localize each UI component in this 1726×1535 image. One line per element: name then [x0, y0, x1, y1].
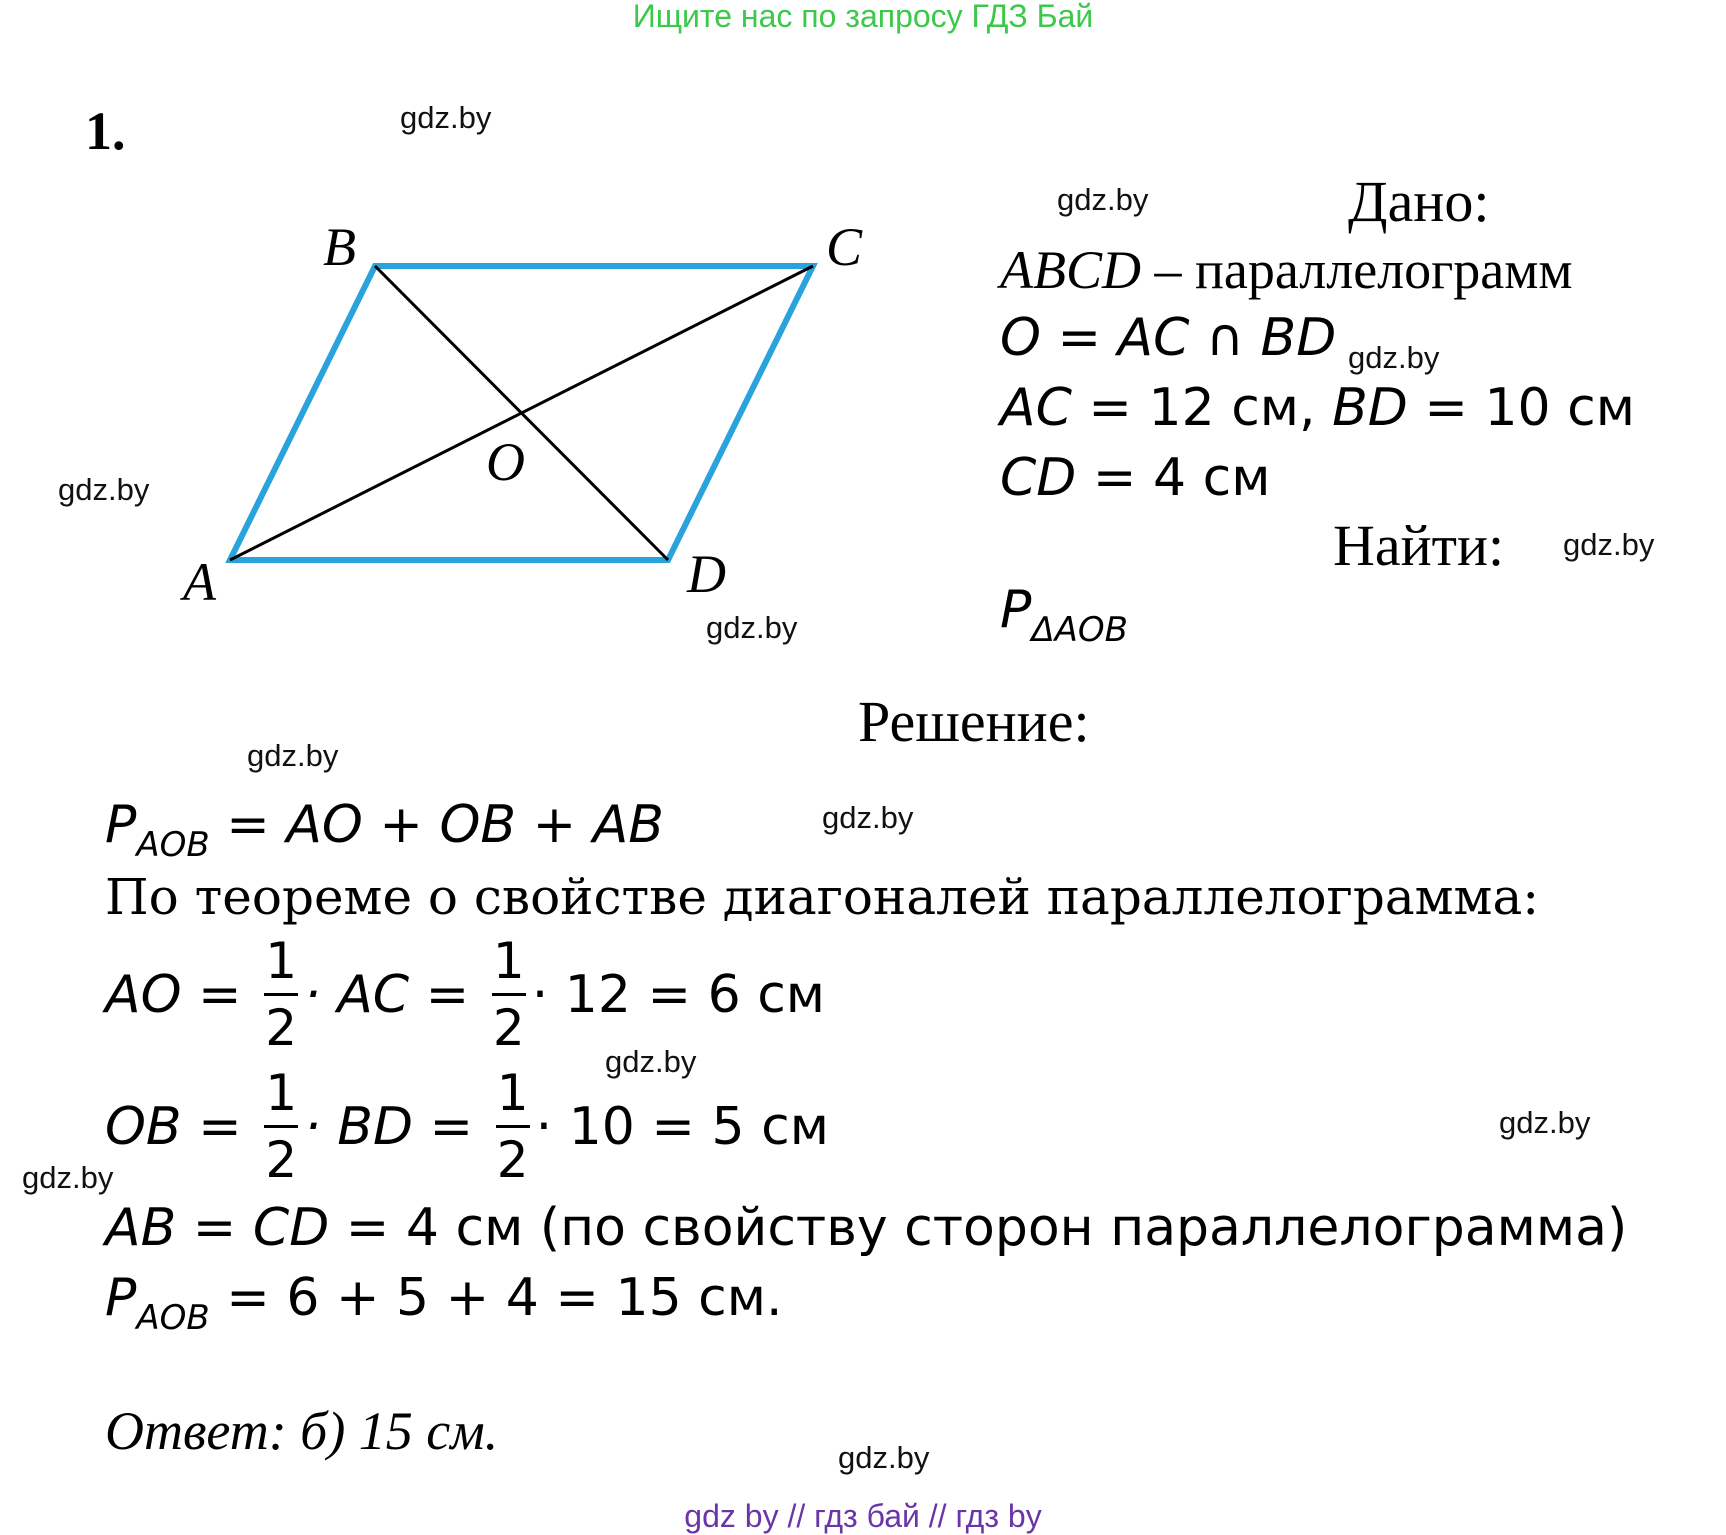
ab-label: AB — [105, 1198, 177, 1258]
ab-result: = 4 см (по свойству сторон параллелограмма) — [329, 1198, 1628, 1258]
perimeter-result: = 6 + 5 + 4 = 15 см. — [209, 1268, 783, 1328]
given-cd-value: = 4 см — [1076, 448, 1271, 508]
given-figure-name: ABCD — [1000, 240, 1141, 300]
watermark: gdz.by — [22, 1160, 114, 1195]
ao-result: · 12 = 6 см — [531, 965, 826, 1025]
perimeter-subscript: AOB — [136, 1298, 210, 1338]
ao-mid: · AC = — [304, 965, 486, 1025]
given-cd: CD — [1000, 448, 1077, 508]
solution-line-4 — [105, 1062, 829, 1192]
perimeter-subscript: AOB — [136, 825, 210, 865]
vertex-label-c: C — [826, 217, 863, 277]
watermark: gdz.by — [58, 472, 150, 507]
vertex-label-o: O — [486, 432, 525, 492]
fraction — [496, 1061, 530, 1192]
fraction-denominator: 2 — [265, 998, 298, 1057]
given-line-4 — [1000, 448, 1270, 508]
given-ac: AC — [1000, 378, 1072, 438]
ab-eq: = — [176, 1198, 253, 1258]
watermark: gdz.by — [1499, 1105, 1591, 1140]
watermark: gdz.by — [400, 100, 492, 135]
problem-number: 1. — [85, 101, 126, 161]
watermark: gdz.by — [1563, 527, 1655, 562]
fraction-numerator: 1 — [492, 931, 525, 990]
given-line-2: O = AC ∩ BD — [1000, 308, 1337, 368]
solution-line-6 — [105, 1268, 783, 1338]
watermark: gdz.by — [247, 738, 339, 773]
given-figure-type: – параллелограмм — [1141, 240, 1573, 300]
fraction-denominator: 2 — [265, 1130, 298, 1189]
perimeter-formula: = AO + OB + AB — [209, 795, 664, 855]
vertex-label-b: B — [323, 217, 356, 277]
solution-line-1 — [105, 795, 664, 865]
watermark: gdz.by — [838, 1440, 930, 1475]
watermark: gdz.by — [605, 1044, 697, 1079]
ob-result: · 10 = 5 см — [535, 1097, 829, 1157]
fraction-denominator: 2 — [496, 1130, 529, 1189]
fraction — [264, 1061, 298, 1192]
vertex-label-a: A — [183, 552, 216, 612]
ob-mid: · BD = — [304, 1097, 490, 1157]
solution-line-5 — [105, 1198, 1627, 1258]
fraction-numerator: 1 — [496, 1063, 529, 1122]
find-target — [1000, 580, 1128, 650]
find-perimeter: P — [1000, 580, 1032, 640]
solution-heading: Решение: — [858, 689, 1090, 754]
cd-label: CD — [252, 1198, 330, 1258]
given-line-3 — [1000, 378, 1635, 438]
fraction-numerator: 1 — [265, 931, 298, 990]
given-bd: BD — [1332, 378, 1408, 438]
fraction — [264, 929, 298, 1060]
ob-label: OB = — [105, 1097, 259, 1157]
fraction-denominator: 2 — [492, 998, 525, 1057]
watermark: gdz.by — [1348, 340, 1440, 375]
solution-line-2: По теореме о свойстве диагоналей параллелограмма: — [105, 868, 1540, 926]
find-subscript: ΔAOB — [1031, 610, 1128, 650]
given-ac-value: = 12 см, — [1071, 378, 1333, 438]
diagonal-bd — [375, 266, 668, 560]
answer-line: Ответ: б) 15 см. — [105, 1401, 499, 1461]
ao-label: AO = — [105, 965, 259, 1025]
bottom-banner: gdz by // гдз бай // гдз by — [684, 1498, 1042, 1534]
solution-line-3 — [105, 930, 825, 1060]
perimeter-symbol: P — [105, 795, 137, 855]
find-heading: Найти: — [1333, 513, 1505, 578]
vertex-label-d: D — [687, 544, 726, 604]
given-heading: Дано: — [1348, 169, 1490, 234]
watermark: gdz.by — [1057, 182, 1149, 217]
fraction-numerator: 1 — [265, 1063, 298, 1122]
parallelogram-figure — [0, 0, 900, 640]
watermark: gdz.by — [822, 800, 914, 835]
fraction — [492, 929, 526, 1060]
given-line-1 — [1000, 238, 1573, 301]
perimeter-symbol: P — [105, 1268, 137, 1328]
watermark: gdz.by — [706, 610, 798, 645]
top-banner: Ищите нас по запросу ГДЗ Бай — [632, 0, 1094, 34]
given-bd-value: = 10 см — [1407, 378, 1635, 438]
